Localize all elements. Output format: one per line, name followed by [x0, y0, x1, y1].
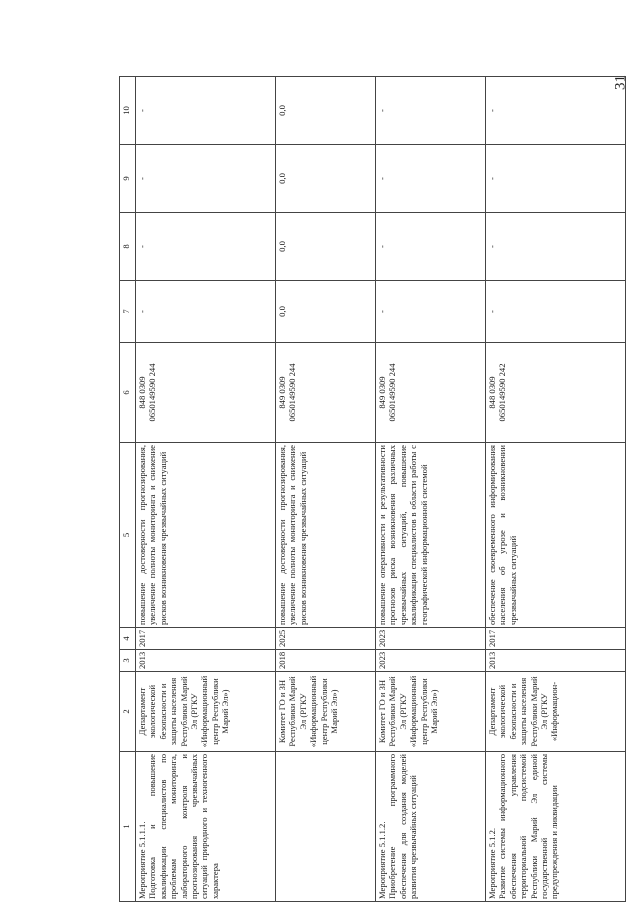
- expected-result: обеспечение своевременного информирования населения об угрозе и возникновении чрезвычайных ситуаций: [486, 443, 626, 628]
- col-header: 3: [120, 650, 136, 672]
- col-header: 1: [120, 752, 136, 902]
- table-row: [136, 77, 276, 902]
- header-row: [120, 77, 136, 902]
- executor: Комитет ГО и ЗН Республики Марий Эл (РГКУ «Информационный центр Республики Марий Эл»): [376, 672, 486, 752]
- end-year: 2025: [276, 628, 376, 650]
- expected-result: повышение достоверности прогнозирования, увеличение полноты мониторинга и снижение рисков возникновения чрезвычайных ситуаций: [136, 443, 276, 628]
- table-row: [376, 77, 486, 902]
- executor: Департамент экологической безопасности и защиты населения Республики Марий Эл (РГКУ «Информацион-: [486, 672, 626, 752]
- value-10: -: [376, 77, 486, 145]
- col-header: 2: [120, 672, 136, 752]
- start-year: 2013: [136, 650, 276, 672]
- end-year: 2017: [136, 628, 276, 650]
- table-row: [276, 77, 376, 902]
- value-9: -: [486, 145, 626, 213]
- value-7: 0,0: [276, 281, 376, 343]
- measure-name: [276, 752, 376, 902]
- col-header: 10: [120, 77, 136, 145]
- value-8: -: [486, 213, 626, 281]
- value-8: -: [376, 213, 486, 281]
- budget-code: 849 0309 0650149590 244: [376, 343, 486, 443]
- value-7: -: [136, 281, 276, 343]
- executor: Департамент экологической безопасности и защиты населения Республики Марий Эл (РГКУ «Информационный центр Республики Марий Эл»): [136, 672, 276, 752]
- value-9: -: [136, 145, 276, 213]
- value-9: 0,0: [276, 145, 376, 213]
- measure-name: Мероприятие 5.1.2. Развитие системы информационного обеспечения управления территориальной подсистемой Республики Марий Эл единой государственной системы предупреждения и ликвидации: [486, 752, 626, 902]
- budget-code: 849 0309 0650149590 244: [276, 343, 376, 443]
- start-year: 2018: [276, 650, 376, 672]
- measure-name: Мероприятие 5.1.1.2. Приобретение программного обеспечения для создания моделей развития чрезвычайных ситуаций: [376, 752, 486, 902]
- col-header: 7: [120, 281, 136, 343]
- expected-result: повышение достоверности прогнозирования, увеличение полноты мониторинга и снижение рисков возникновения чрезвычайных ситуаций: [276, 443, 376, 628]
- value-10: -: [136, 77, 276, 145]
- col-header: 6: [120, 343, 136, 443]
- value-8: -: [136, 213, 276, 281]
- measures-table: [119, 76, 626, 902]
- start-year: 2013: [486, 650, 626, 672]
- value-7: -: [486, 281, 626, 343]
- end-year: 2023: [376, 628, 486, 650]
- col-header: 4: [120, 628, 136, 650]
- value-10: 0,0: [276, 77, 376, 145]
- measure-name: Мероприятие 5.1.1.1. Подготовка и повышение квалификации специалистов по проблемам мониторинга, лабораторного контроля и прогнозирования чрезвычайных ситуаций природного и техногенного характера: [136, 752, 276, 902]
- value-10: -: [486, 77, 626, 145]
- rotated-table-container: [119, 77, 631, 902]
- executor: Комитет ГО и ЗН Республики Марий Эл (РГКУ «Информационный центр Республики Марий Эл»): [276, 672, 376, 752]
- value-8: 0,0: [276, 213, 376, 281]
- start-year: 2023: [376, 650, 486, 672]
- col-header: 5: [120, 443, 136, 628]
- expected-result: повышение оперативности и результативности прогнозов риска возникновения различных чрезвычайных ситуаций, повышение квалификации специалистов в области работы с географической информационной системой: [376, 443, 486, 628]
- budget-code: 848 0309 0650149590 242: [486, 343, 626, 443]
- value-9: -: [376, 145, 486, 213]
- table-row: [486, 77, 626, 902]
- col-header: 9: [120, 145, 136, 213]
- budget-code: 848 0309 0650149590 244: [136, 343, 276, 443]
- page-number: 31: [612, 75, 629, 90]
- col-header: 8: [120, 213, 136, 281]
- end-year: 2017: [486, 628, 626, 650]
- value-7: -: [376, 281, 486, 343]
